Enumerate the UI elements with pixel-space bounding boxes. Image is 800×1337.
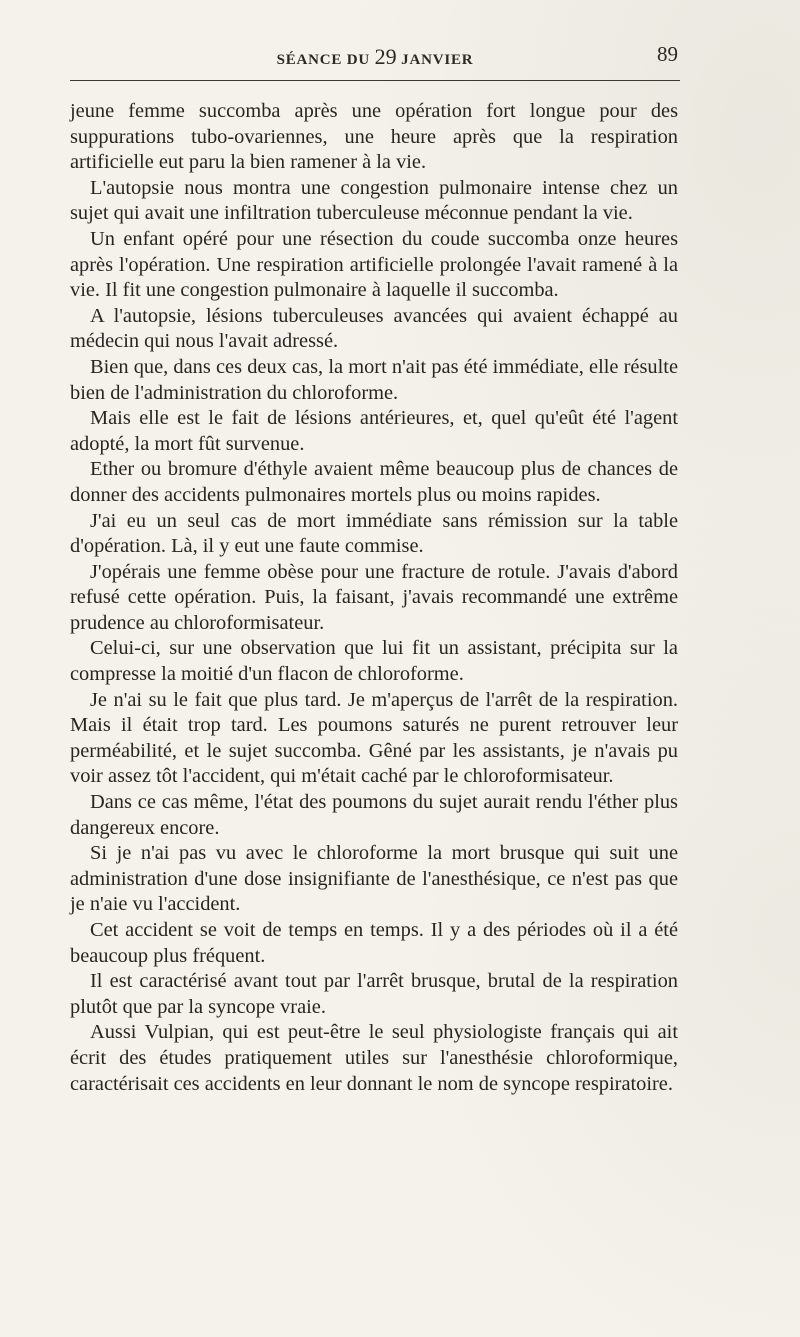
paragraph: Mais elle est le fait de lésions antérieures, et, quel qu'eût été l'agent adopté, la mort fût survenue. xyxy=(70,407,678,455)
paragraph: Je n'ai su le fait que plus tard. Je m'aperçus de l'arrêt de la respiration. Mais il était trop tard. Les poumons saturés ne purent retrouver leur perméabilité, et le sujet succomba. Gêné par les assistants, je n'avais pu voir assez tôt l'accident, qui m'était caché par le chloroformisateur. xyxy=(70,688,678,788)
paragraph: Bien que, dans ces deux cas, la mort n'ait pas été immédiate, elle résulte bien de l'administration du chloroforme. xyxy=(70,355,678,404)
paragraph: A l'autopsie, lésions tuberculeuses avancées qui avaient échappé au médecin qui nous l'avait adressé. xyxy=(70,304,678,353)
running-head xyxy=(70,44,680,70)
paragraph: Il est caractérisé avant tout par l'arrêt brusque, brutal de la respiration plutôt que par la syncope vraie. xyxy=(70,970,678,1018)
paragraph: Un enfant opéré pour une résection du coude succomba onze heures après l'opération. Une respiration artificielle prolongée l'avait ramené à la vie. Il fit une congestion pulmonaire à laquelle il succomba. xyxy=(70,227,678,302)
paragraph: Aussi Vulpian, qui est peut-être le seul physiologiste français qui ait écrit des études pratiquement utiles sur l'anesthésie chloroformique, caractérisait ces accidents en leur donnant le nom de syncope respiratoire. xyxy=(70,1021,678,1095)
paragraph: Cet accident se voit de temps en temps. Il y a des périodes où il a été beaucoup plus fréquent. xyxy=(70,919,678,967)
running-title-day: 29 xyxy=(374,44,397,69)
paragraph: Celui-ci, sur une observation que lui fit un assistant, précipita sur la compresse la moitié d'un flacon de chloroforme. xyxy=(70,637,678,686)
paragraph: Ether ou bromure d'éthyle avaient même beaucoup plus de chances de donner des accidents pulmonaires mortels plus ou moins rapides. xyxy=(70,458,678,506)
running-title xyxy=(70,44,680,70)
paragraph: J'ai eu un seul cas de mort immédiate sans rémission sur la table d'opération. Là, il y eut une faute commise. xyxy=(70,509,678,558)
page-number: 89 xyxy=(657,42,678,66)
paragraph: J'opérais une femme obèse pour une fracture de rotule. J'avais d'abord refusé cette opération. Puis, la faisant, j'avais recommandé une extrême prudence au chloroformisateur. xyxy=(70,560,678,634)
running-title-part1: SÉANCE DU xyxy=(276,52,375,68)
header-rule xyxy=(70,80,680,81)
paragraph: L'autopsie nous montra une congestion pulmonaire intense chez un sujet qui avait une infiltration tuberculeuse méconnue pendant la vie. xyxy=(70,176,678,225)
paragraph: Dans ce cas même, l'état des poumons du sujet aurait rendu l'éther plus dangereux encore. xyxy=(70,791,678,839)
paragraph: jeune femme succomba après une opération fort longue pour des suppurations tubo-ovariennes, une heure après que la respiration artificielle eut paru la bien ramener à la vie. xyxy=(70,100,678,174)
running-title-part2: JANVIER xyxy=(396,52,474,68)
body-text xyxy=(70,99,678,1097)
paragraph: Si je n'ai pas vu avec le chloroforme la mort brusque qui suit une administration d'une dose insignifiante de l'anesthésique, ce n'est pas que je n'aie vu l'accident. xyxy=(70,842,678,916)
